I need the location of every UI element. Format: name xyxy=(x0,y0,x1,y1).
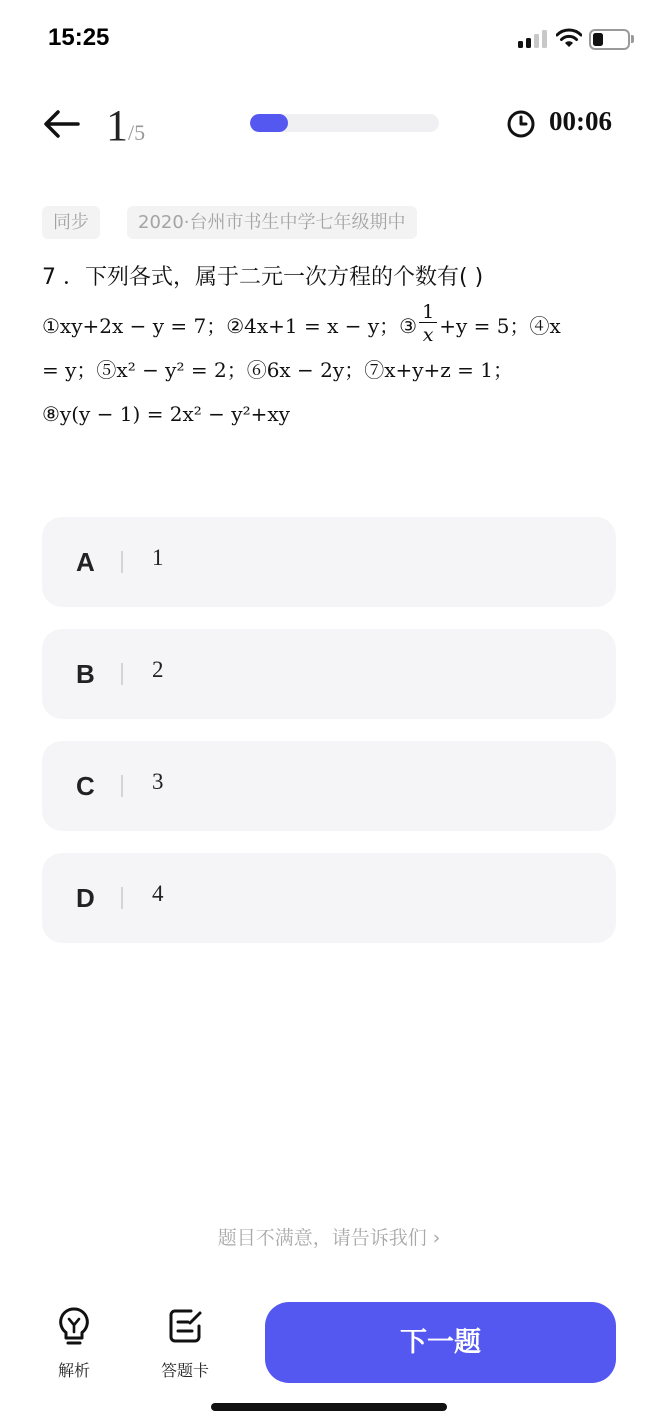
option-value: 3 xyxy=(152,769,164,794)
arrow-left-icon[interactable] xyxy=(40,104,84,144)
total-questions: /5 xyxy=(128,120,146,145)
home-indicator xyxy=(211,1403,447,1411)
option-value: 1 xyxy=(152,545,164,570)
next-question-button[interactable]: 下一题 xyxy=(265,1302,616,1383)
option-b[interactable] xyxy=(42,629,616,719)
option-value: 2 xyxy=(152,657,164,682)
analysis-label: 解析 xyxy=(57,1361,90,1380)
current-question-number: 1 xyxy=(106,101,128,150)
status-bar xyxy=(0,0,658,80)
option-letter: C xyxy=(76,771,95,801)
option-c[interactable] xyxy=(42,741,616,831)
question-line-1 xyxy=(42,300,622,348)
option-d[interactable] xyxy=(42,853,616,943)
option-separator xyxy=(121,663,123,685)
question-title: 7 ．下列各式，属于二元一次方程的个数有( ) xyxy=(42,265,484,290)
timer-text: 00:06 xyxy=(549,106,612,136)
option-letter: D xyxy=(76,883,95,913)
progress-fill xyxy=(250,114,288,132)
analysis-button[interactable] xyxy=(34,1306,114,1382)
battery-level xyxy=(593,33,603,46)
question-line-1-part-a: ①xy+2x − y = 7；②4x+1 = x − y；③ xyxy=(42,314,418,338)
sync-tag: 同步 xyxy=(42,206,100,239)
progress-bar xyxy=(250,114,439,132)
status-time: 15:25 xyxy=(48,24,110,51)
chevron-right-icon: › xyxy=(432,1227,441,1249)
wifi-icon xyxy=(556,28,582,48)
fraction-denominator: x xyxy=(422,323,434,346)
quiz-header xyxy=(0,90,658,160)
option-letter: A xyxy=(76,547,95,577)
source-tag: 2020·台州市书生中学七年级期中 xyxy=(127,206,417,239)
question-counter xyxy=(106,100,145,151)
cellular-signal-icon xyxy=(518,30,548,48)
question-line-3: ⑧y(y − 1) = 2x² − y²+xy xyxy=(42,402,290,426)
question-body xyxy=(42,300,622,436)
lightbulb-icon xyxy=(56,1306,92,1346)
answer-card-label: 答题卡 xyxy=(160,1361,209,1380)
feedback-link[interactable] xyxy=(0,1223,658,1250)
answer-card-button[interactable] xyxy=(145,1306,225,1382)
option-separator xyxy=(121,551,123,573)
option-separator xyxy=(121,887,123,909)
battery-tip xyxy=(631,35,634,43)
option-separator xyxy=(121,775,123,797)
edit-card-icon xyxy=(167,1306,203,1346)
battery-icon xyxy=(589,29,630,50)
feedback-text: 题目不满意，请告诉我们 xyxy=(217,1227,427,1249)
clock-icon xyxy=(506,109,536,139)
option-letter: B xyxy=(76,659,95,689)
fraction-numerator: 1 xyxy=(419,303,437,323)
option-value: 4 xyxy=(152,881,164,906)
question-line-1-part-b: +y = 5；④x xyxy=(439,314,561,338)
question-line-2: = y；⑤x² − y² = 2；⑥6x − 2y；⑦x+y+z = 1； xyxy=(42,358,514,382)
option-a[interactable] xyxy=(42,517,616,607)
fraction xyxy=(419,300,437,346)
question-block xyxy=(42,258,622,436)
